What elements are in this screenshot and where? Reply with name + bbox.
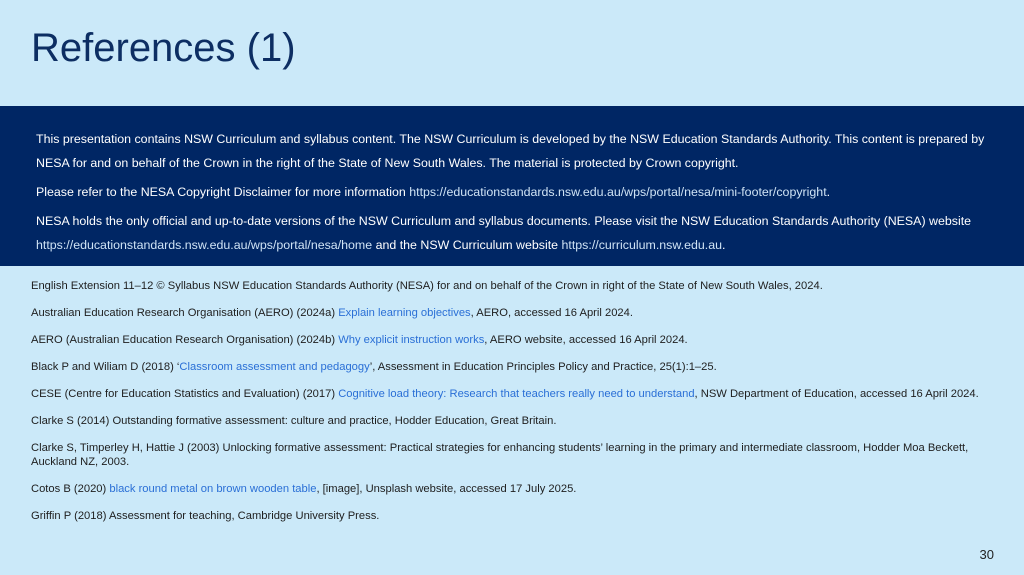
- slide-title: References (1): [31, 26, 296, 70]
- reference-text: , NSW Department of Education, accessed 16 April 2024.: [694, 388, 979, 400]
- banner-p3-text-a: NESA holds the only official and up-to-date versions of the NSW Curriculum and syllabus documents. Please visit the NSW Education Standards Authority (NESA) website: [36, 214, 972, 228]
- reference-text: AERO (Australian Education Research Organisation) (2024b): [31, 334, 339, 346]
- reference-item: English Extension 11–12 © Syllabus NSW Education Standards Authority (NESA) for and on behalf of the Crown in right of the State of New South Wales, 2024.: [31, 280, 823, 292]
- reference-item: [31, 306, 981, 320]
- reference-item: Clarke S (2014) Outstanding formative assessment: culture and practice, Hodder Education, Great Britain.: [31, 415, 557, 427]
- reference-link-explicit-instruction[interactable]: Why explicit instruction works: [338, 334, 485, 346]
- banner-p3-end: .: [721, 238, 726, 252]
- banner-p2-text: Please refer to the NESA Copyright Disclaimer for more information: [36, 185, 410, 199]
- banner-paragraph-3: [36, 209, 988, 257]
- reference-text: ’, Assessment in Education Principles Policy and Practice, 25(1):1–25.: [369, 361, 717, 373]
- reference-item: [31, 482, 981, 496]
- reference-item: [31, 387, 981, 401]
- banner-paragraph-2: [36, 180, 988, 204]
- reference-list: [31, 279, 981, 536]
- reference-text: CESE (Centre for Education Statistics and Evaluation) (2017): [31, 388, 339, 400]
- reference-link-classroom-assessment[interactable]: Classroom assessment and pedagogy: [179, 361, 370, 373]
- reference-text: Australian Education Research Organisation (AERO) (2024a): [31, 307, 339, 319]
- reference-text: , AERO, accessed 16 April 2024.: [470, 307, 633, 319]
- reference-link-cognitive-load-theory[interactable]: Cognitive load theory: Research that teachers really need to understand: [338, 388, 695, 400]
- nsw-curriculum-link[interactable]: https://curriculum.nsw.edu.au: [561, 238, 722, 252]
- reference-text: Black P and Wiliam D (2018) ‘: [31, 361, 180, 373]
- reference-link-unsplash-image[interactable]: black round metal on brown wooden table: [109, 483, 317, 495]
- reference-item: Griffin P (2018) Assessment for teaching, Cambridge University Press.: [31, 510, 380, 522]
- banner-p3-text-b: and the NSW Curriculum website: [372, 238, 562, 252]
- reference-text: Cotos B (2020): [31, 483, 110, 495]
- reference-text: , [image], Unsplash website, accessed 17 July 2025.: [316, 483, 577, 495]
- copyright-disclaimer-link[interactable]: https://educationstandards.nsw.edu.au/wps/portal/nesa/mini-footer/copyright: [409, 185, 827, 199]
- reference-link-explain-learning-objectives[interactable]: Explain learning objectives: [338, 307, 471, 319]
- reference-item: [31, 360, 981, 374]
- reference-text: , AERO website, accessed 16 April 2024.: [484, 334, 688, 346]
- reference-item: [31, 333, 981, 347]
- nesa-home-link[interactable]: https://educationstandards.nsw.edu.au/wps/portal/nesa/home: [36, 238, 373, 252]
- banner-paragraph-1: This presentation contains NSW Curriculum and syllabus content. The NSW Curriculum is developed by the NSW Education Standards Authority. This content is prepared by NESA for and on behalf of the Crown in the right of the State of New South Wales. The material is protected by Crown copyright.: [36, 132, 985, 170]
- reference-item: Clarke S, Timperley H, Hattie J (2003) Unlocking formative assessment: Practical strategies for enhancing students’ learning in the primary and intermediate classroom, Hodder Moa Beckett, Auckland NZ, 2003.: [31, 442, 969, 468]
- page-number: 30: [979, 547, 994, 562]
- copyright-banner: [0, 106, 1024, 266]
- banner-p2-end: .: [826, 185, 831, 199]
